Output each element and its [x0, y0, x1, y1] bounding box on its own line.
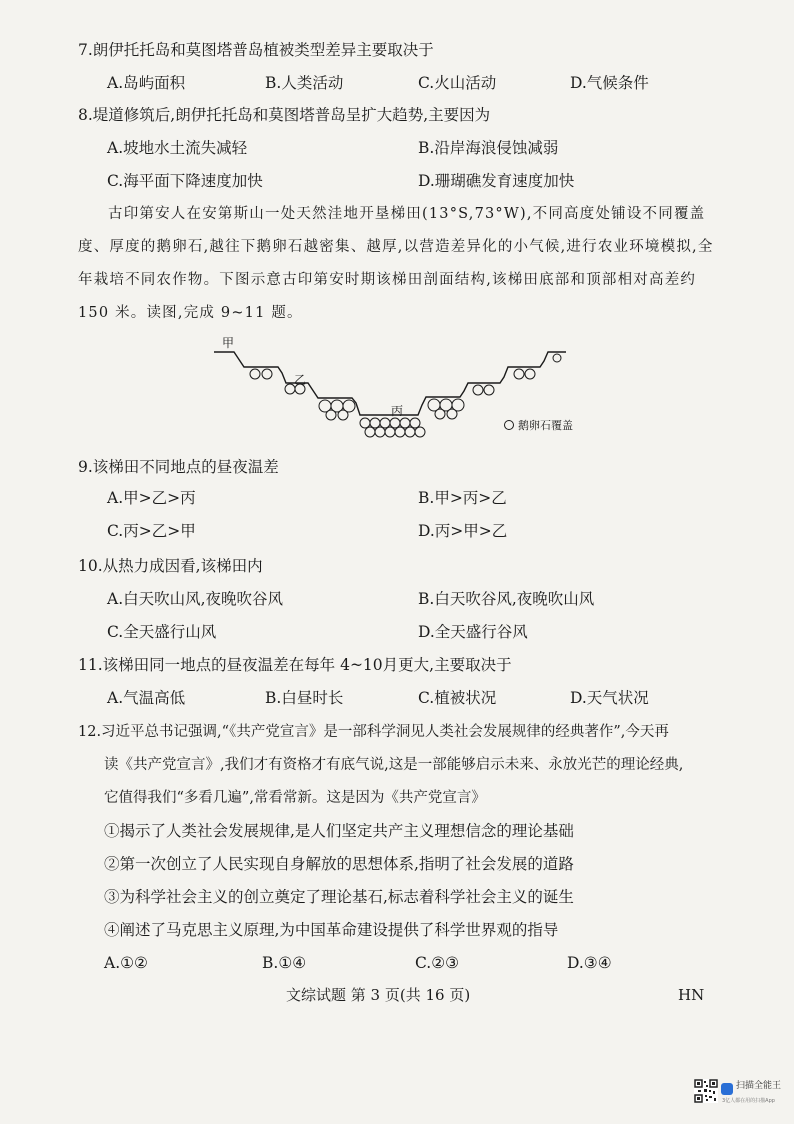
qr-code-icon	[694, 1079, 718, 1103]
cobbles-group-middle-right	[428, 385, 494, 419]
question-10-stem: 10.从热力成因看,该梯田内	[78, 557, 263, 575]
question-8-stem: 8.堤道修筑后,朗伊托托岛和莫图塔普岛呈扩大趋势,主要因为	[78, 106, 491, 124]
question-12-stem-line-3: 它值得我们“多看几遍”,常看常新。这是因为《共产党宣言》	[104, 790, 486, 806]
question-12-statement-2: ②第一次创立了人民实现自身解放的思想体系,指明了社会发展的道路	[104, 855, 574, 873]
paper-code: HN	[678, 986, 705, 1004]
question-12-stem-line-1: 12.习近平总书记强调,“《共产党宣言》是一部科学洞见人类社会发展规律的经典著作”,今天再	[78, 724, 669, 740]
question-8-option-b: B.沿岸海浪侵蚀减弱	[418, 139, 559, 157]
label-bing: 丙	[391, 404, 404, 418]
question-11-stem: 11.该梯田同一地点的昼夜温差在每年 4~10月更大,主要取决于	[78, 656, 512, 674]
passage-line-1: 古印第安人在安第斯山一处天然洼地开垦梯田(13°S,73°W),不同高度处铺设不同覆盖	[108, 206, 706, 222]
question-8-option-c: C.海平面下降速度加快	[107, 172, 263, 190]
terrace-profile-line	[214, 352, 566, 415]
question-9-option-d: D.丙>甲>乙	[418, 522, 508, 540]
scanner-logo-icon	[721, 1083, 733, 1095]
question-11-option-a: A.气温高低	[107, 689, 186, 707]
scanner-app-name: 扫描全能王	[736, 1081, 782, 1091]
cobbles-group-upper-left	[250, 369, 272, 379]
question-12-option-b: B.①④	[262, 954, 307, 972]
question-11-option-c: C.植被状况	[418, 689, 497, 707]
label-jia: 甲	[222, 336, 235, 350]
question-9-stem: 9.该梯田不同地点的昼夜温差	[78, 458, 279, 476]
passage-line-3: 年栽培不同农作物。下图示意古印第安时期该梯田剖面结构,该梯田底部和顶部相对高差约	[78, 272, 697, 288]
question-8-option-a: A.坡地水土流失减轻	[107, 139, 248, 157]
question-10-option-d: D.全天盛行谷风	[418, 623, 528, 641]
question-12-stem-line-2: 读《共产党宣言》,我们才有资格才有底气说,这是一部能够启示未来、永放光芒的理论经典,	[104, 757, 684, 773]
question-12-option-d: D.③④	[567, 954, 612, 972]
label-yi: 乙	[294, 373, 307, 387]
question-12-statement-4: ④阐述了马克思主义原理,为中国革命建设提供了科学世界观的指导	[104, 921, 559, 939]
legend-label: 鹅卵石覆盖	[518, 419, 573, 432]
question-12-statement-3: ③为科学社会主义的创立奠定了理论基石,标志着科学社会主义的诞生	[104, 888, 574, 906]
question-7-option-c: C.火山活动	[418, 74, 497, 92]
question-11-option-b: B.白昼时长	[265, 689, 344, 707]
question-8-option-d: D.珊瑚礁发育速度加快	[418, 172, 575, 190]
question-12-statement-1: ①揭示了人类社会发展规律,是人们坚定共产主义理想信念的理论基础	[104, 822, 574, 840]
question-10-option-a: A.白天吹山风,夜晚吹谷风	[107, 590, 284, 608]
question-7-stem: 7.朗伊托托岛和莫图塔普岛植被类型差异主要取决于	[78, 41, 434, 59]
question-10-option-c: C.全天盛行山风	[107, 623, 217, 641]
question-9-option-c: C.丙>乙>甲	[107, 522, 196, 540]
passage-line-2: 度、厚度的鹅卵石,越往下鹅卵石越密集、越厚,以营造差异化的小气候,进行农业环境模拟,全	[78, 239, 714, 255]
question-7-option-a: A.岛屿面积	[107, 74, 186, 92]
cobbles-group-bottom	[360, 418, 425, 437]
page-footer: 文综试题 第 3 页(共 16 页)	[286, 986, 471, 1004]
question-7-option-b: B.人类活动	[265, 74, 344, 92]
question-7-option-d: D.气候条件	[570, 74, 649, 92]
scanner-app-tagline: 3亿人都在用的扫描App	[722, 1098, 775, 1104]
question-9-option-a: A.甲>乙>丙	[107, 489, 196, 507]
legend-cobble-symbol	[505, 421, 514, 430]
passage-line-4: 150 米。读图,完成 9~11 题。	[78, 305, 303, 321]
question-9-option-b: B.甲>丙>乙	[418, 489, 507, 507]
question-12-option-c: C.②③	[415, 954, 460, 972]
question-11-option-d: D.天气状况	[570, 689, 649, 707]
cobbles-group-middle-left	[285, 384, 355, 420]
terrace-profile-diagram	[200, 335, 620, 445]
question-10-option-b: B.白天吹谷风,夜晚吹山风	[418, 590, 595, 608]
question-12-option-a: A.①②	[104, 954, 148, 972]
